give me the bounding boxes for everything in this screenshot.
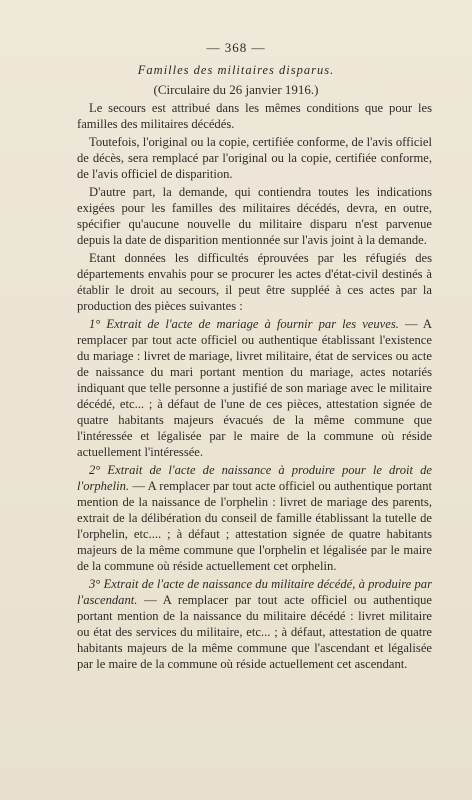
paragraph-text: Le secours est attribué dans les mêmes conditions que pour les familles des militaires décédés. xyxy=(77,101,432,131)
paragraph xyxy=(77,250,432,314)
document-body xyxy=(77,100,432,674)
item-heading: 1° Extrait de l'acte de mariage à fournir par les veuves. xyxy=(89,317,399,331)
page-number: — 368 — xyxy=(206,40,266,55)
item-text: — A remplacer par tout acte officiel ou authentique établissant l'existence du mariage : livret de mariage, livret militaire, état de services ou acte de naissance du mari portant mention du mariage, actes notariés indiquant que telle personne a justifié de son mariage avec le militaire décédé, etc... ; à défaut de l'une de ces pièces, attestation signée de quatre habitants majeurs évacués de la même commune que l'intéressée et légalisée par le maire de la commune où réside actuellement l'intéressée. xyxy=(77,317,432,459)
paragraph xyxy=(77,184,432,248)
paragraph-text: Etant données les difficultés éprouvées par les réfugiés des départements envahis pour se procurer les actes d'état-civil destinés à établir le droit au secours, il peut être suppléé à ces actes par la production des pièces suivantes : xyxy=(77,251,432,313)
paragraph xyxy=(77,134,432,182)
item-text: — A remplacer par tout acte officiel ou authentique portant mention de la naissance du militaire décédé : livret militaire ou état des services du militaire, etc... ; à défaut, attestation de quatre habitants majeurs de la même commune que l'ascendant et légalisée par le maire de la commune où réside actuellement cet ascendant. xyxy=(77,593,432,671)
circular-reference: (Circulaire du 26 janvier 1916.) xyxy=(153,82,319,97)
list-item-orphan xyxy=(77,462,432,574)
section-title: Familles des militaires disparus. xyxy=(137,63,335,77)
item-heading: 2° Extrait de l'acte de naissance à produire pour le droit de l'orphelin. xyxy=(77,463,432,493)
list-item-ascendant xyxy=(77,576,432,672)
paragraph-text: D'autre part, la demande, qui contiendra toutes les indications exigées pour les familles des militaires décédés, devra, en outre, spécifier qu'aucune nouvelle du militaire disparu n'est parvenue depuis la date de disparition mentionnée sur l'avis joint à la demande. xyxy=(77,185,432,247)
paragraph xyxy=(77,100,432,132)
paragraph-text: Toutefois, l'original ou la copie, certifiée conforme, de l'avis officiel de décès, sera remplacé par l'original ou la copie, certifiée conforme, de l'avis officiel de disparition. xyxy=(77,135,432,181)
list-item-marriage xyxy=(77,316,432,460)
item-text: — A remplacer par tout acte officiel ou authentique portant mention de la naissance de l'orphelin : livret de mariage des parents, extrait de la délibération du conseil de famille établissant la tutelle de l'orphelin, etc.... ; à défaut ; attestation signée de quatre habitants majeurs de la même commune que l'orphelin et légalisée par le maire de la commune où réside actuellement cet orphelin. xyxy=(77,479,432,573)
item-heading: 3° Extrait de l'acte de naissance du militaire décédé, à produire par l'ascendant. xyxy=(77,577,432,607)
